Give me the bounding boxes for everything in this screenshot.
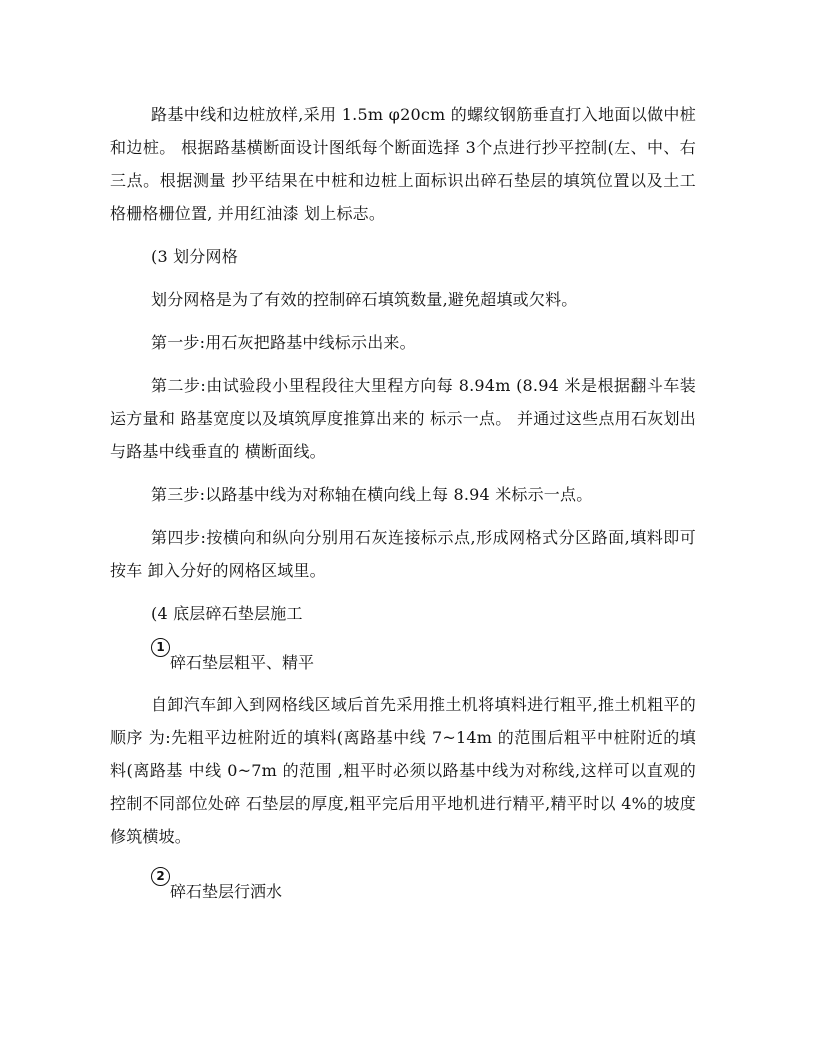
section-heading-grid: (3 划分网格 <box>151 247 238 266</box>
paragraph-step-3: 第三步:以路基中线为对称轴在横向线上每 8.94 米标示一点。 <box>151 485 593 504</box>
circled-number-icon: 2 <box>151 867 170 886</box>
subheading-text: 碎石垫层行洒水 <box>170 882 283 901</box>
circled-number-icon: 1 <box>151 638 170 657</box>
document-body <box>110 98 696 907</box>
subheading-watering <box>110 867 696 907</box>
paragraph-leveling: 自卸汽车卸入到网格线区域后首先采用推土机将填料进行粗平,推土机粗平的顺序 为:先粗平边桩附近的填料(离路基中线 7~14m 的范围后粗平中桩附近的填料(离路基 中线 0~7m 的范围 ,粗平时必须以路基中线为对称线,这样可以直观的控制不同部位处碎 石垫层的厚度,粗平完后用平地机进行精平,精平时以 4%的坡度修筑横坡。 <box>110 695 696 846</box>
paragraph-grid-purpose: 划分网格是为了有效的控制碎石填筑数量,避免超填或欠料。 <box>151 290 578 309</box>
paragraph-step-2: 第二步:由试验段小里程段往大里程方向每 8.94m (8.94 米是根据翻斗车装运方量和 路基宽度以及填筑厚度推算出来的 标示一点。 并通过这些点用石灰划出与路基中线垂直的 横断面线。 <box>110 376 696 461</box>
subheading-text: 碎石垫层粗平、精平 <box>170 653 315 672</box>
section-heading-base-layer: (4 底层碎石垫层施工 <box>151 604 303 623</box>
paragraph-stakeout: 路基中线和边桩放样,采用 1.5m φ20cm 的螺纹钢筋垂直打入地面以做中桩和边桩。 根据路基横断面设计图纸每个断面选择 3个点进行抄平控制(左、中、右三点。根据测量 抄平结果在中桩和边桩上面标识出碎石垫层的填筑位置以及土工格栅格栅位置, 并用红油漆 划上标志。 <box>110 105 696 223</box>
paragraph-step-4: 第四步:按横向和纵向分别用石灰连接标示点,形成网格式分区路面,填料即可按车 卸入分好的网格区域里。 <box>110 528 696 580</box>
paragraph-step-1: 第一步:用石灰把路基中线标示出来。 <box>151 333 416 352</box>
subheading-rough-fine-leveling <box>110 638 696 678</box>
